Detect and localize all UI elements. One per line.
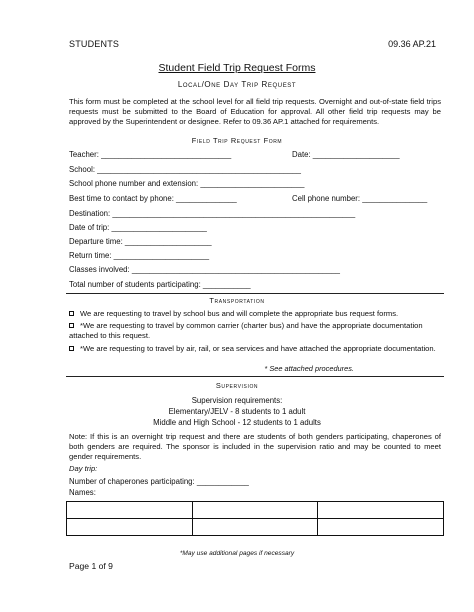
supervision-ratio-secondary: Middle and High School - 12 students to 1 adults [153,418,321,427]
divider [66,376,444,377]
transport-option-air-rail-sea[interactable] [69,344,441,354]
transportation-title: Transportation [209,296,265,305]
see-procedures-note: * See attached procedures. [264,364,354,373]
table-cell[interactable] [67,502,193,519]
table-cell[interactable] [192,502,318,519]
destination-field[interactable]: Destination: ________________________________________________________ [69,209,356,218]
checkbox[interactable] [69,323,74,328]
intro-paragraph: This form must be completed at the school level for all field trip requests. Overnight and out-of-state field trips requests must be submitted to the Board of Education for approval. All other field trip requests may be approved by the Superintendent or designee. Refer to 09.36 AP.1 attached for requirements. [69,97,441,127]
chaperone-count-field[interactable]: Number of chaperones participating: ____________ [69,477,249,486]
cell-phone-field[interactable]: Cell phone number: _______________ [292,194,428,203]
day-trip-label: Day trip: [69,464,98,473]
table-cell[interactable] [192,519,318,536]
chaperone-names-table [66,501,444,536]
table-row [67,502,444,519]
document-subtitle: Local/One Day Trip Request [177,80,297,89]
teacher-field[interactable]: Teacher: ______________________________ [69,150,232,159]
school-field[interactable]: School: _______________________________________________ [69,165,301,174]
school-phone-field[interactable]: School phone number and extension: ________________________ [69,179,305,188]
option-label: We are requesting to travel by school bus and will complete the appropriate bus request forms. [80,309,399,318]
option-label: *We are requesting to travel by air, rail, or sea services and have attached the appropriate documentation. [80,344,436,353]
checkbox[interactable] [69,311,74,316]
supervision-ratio-elementary: Elementary/JELV - 8 students to 1 adult [168,407,306,416]
form-section-title: Field Trip Request Form [191,136,283,145]
table-cell[interactable] [318,519,444,536]
total-students-field[interactable]: Total number of students participating: ___________ [69,280,251,289]
gender-chaperone-note: Note: If this is an overnight trip request and there are students of both genders participating, chaperones of both genders are required. The sponsor is included in the supervision ratio and may be counted to meet gender requirements. [69,432,441,462]
table-cell[interactable] [67,519,193,536]
header-section-label: STUDENTS [69,39,120,49]
transport-option-school-bus[interactable] [69,309,441,319]
names-label: Names: [69,488,96,497]
transport-option-charter[interactable] [69,321,441,340]
table-cell[interactable] [318,502,444,519]
header-policy-code: 09.36 AP.21 [388,39,436,49]
best-time-field[interactable]: Best time to contact by phone: ______________ [69,194,237,203]
return-time-field[interactable]: Return time: ______________________ [69,251,210,260]
page-number: Page 1 of 9 [69,561,113,571]
supervision-title: Supervision [215,381,259,390]
table-row [67,519,444,536]
classes-involved-field[interactable]: Classes involved: ________________________________________________ [69,265,340,274]
departure-time-field[interactable]: Departure time: ____________________ [69,237,212,246]
supervision-requirements-heading: Supervision requirements: [191,396,283,405]
option-label: *We are requesting to travel by common carrier (charter bus) and have the appropriate documentation attached to this request. [69,321,423,340]
checkbox[interactable] [69,346,74,351]
date-field[interactable]: Date: ____________________ [292,150,400,159]
additional-pages-footnote: *May use additional pages if necessary [179,550,295,557]
divider [66,293,444,294]
document-title: Student Field Trip Request Forms [158,62,316,74]
date-of-trip-field[interactable]: Date of trip: ______________________ [69,223,207,232]
